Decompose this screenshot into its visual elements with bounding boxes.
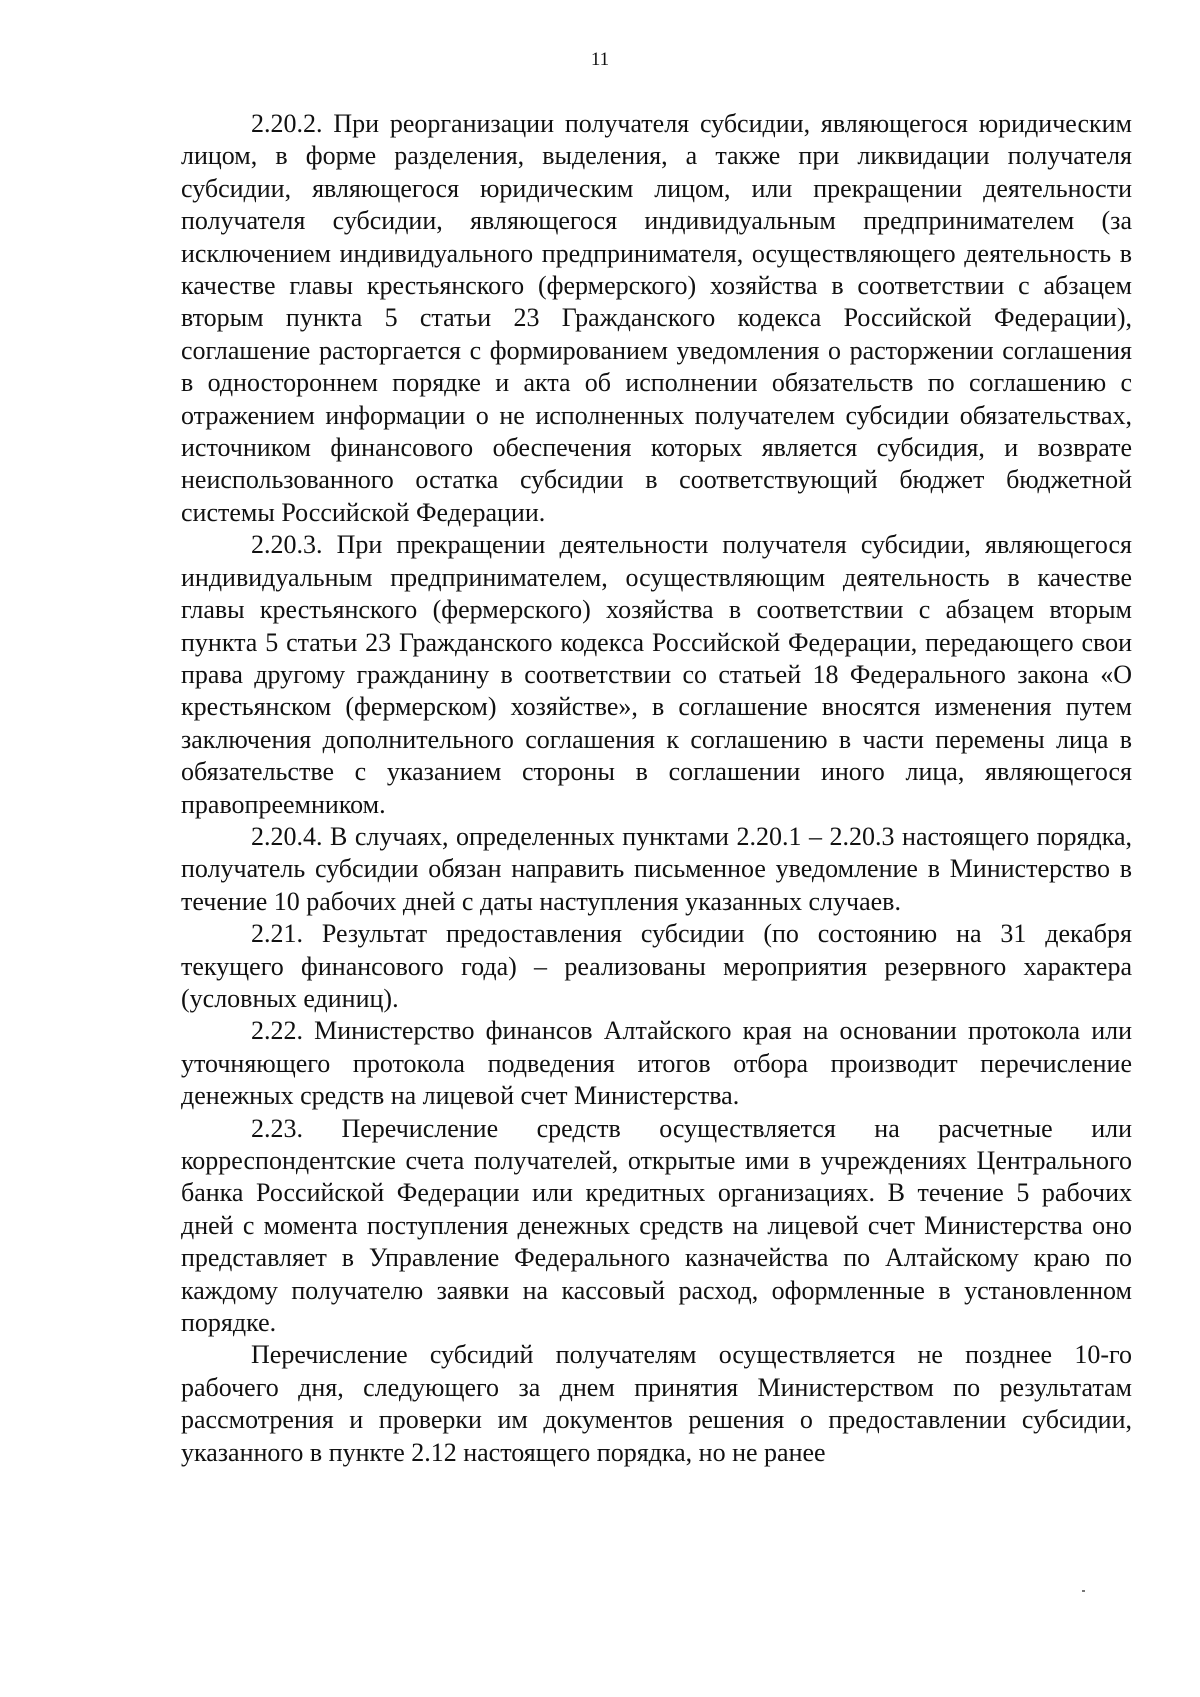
- paragraph-2-21: 2.21. Результат предоставления субсидии (по состоянию на 31 декабря текущего финансового года) – реализованы мероприятия резервного характера (условных единиц).: [181, 919, 1132, 1013]
- scan-artifact: [1082, 1590, 1085, 1592]
- paragraph-2-20-3: 2.20.3. При прекращении деятельности получателя субсидии, являющегося индивидуальным предпринимателем, осуществляющим деятельность в качестве главы крестьянского (фермерского) хозяйства в соответствии с абзацем вторым пункта 5 статьи 23 Гражданского кодекса Российской Федерации, передающего свои права другому гражданину в соответствии со статьей 18 Федерального закона «О крестьянском (фермерском) хозяйстве», в соглашение вносятся изменения путем заключения дополнительного соглашения к соглашению в части перемены лица в обязательстве с указанием стороны в соглашении иного лица, являющегося правопреемником.: [181, 530, 1132, 819]
- page-number: 11: [590, 49, 610, 70]
- paragraph-2-20-2: 2.20.2. При реорганизации получателя субсидии, являющегося юридическим лицом, в форме разделения, выделения, а также при ликвидации получателя субсидии, являющегося юридическим лицом, или прекращении деятельности получателя субсидии, являющегося индивидуальным предпринимателем (за исключением индивидуального предпринимателя, осуществляющего деятельность в качестве главы крестьянского (фермерского) хозяйства в соответствии с абзацем вторым пункта 5 статьи 23 Гражданского кодекса Российской Федерации), соглашение расторгается с формированием уведомления о расторжении соглашения в одностороннем порядке и акта об исполнении обязательств по соглашению с отражением информации о не исполненных получателем субсидии обязательствах, источником финансового обеспечения которых является субсидия, и возврате неиспользованного остатка субсидии в соответствующий бюджет бюджетной системы Российской Федерации.: [181, 109, 1132, 527]
- paragraph-2-22: 2.22. Министерство финансов Алтайского края на основании протокола или уточняющего протокола подведения итогов отбора производит перечисление денежных средств на лицевой счет Министерства.: [181, 1016, 1132, 1111]
- document-body: [181, 108, 1132, 1469]
- paragraph-subsidy-transfer: Перечисление субсидий получателям осуществляется не позднее 10-го рабочего дня, следующего за днем принятия Министерством по результатам рассмотрения и проверки им документов решения о предоставлении субсидии, указанного в пункте 2.12 настоящего порядка, но не ранее: [181, 1340, 1132, 1467]
- paragraph-2-23: 2.23. Перечисление средств осуществляется на расчетные или корреспондентские счета получателей, открытые ими в учреждениях Центрального банка Российской Федерации или кредитных организациях. В течение 5 рабочих дней с момента поступления денежных средств на лицевой счет Министерства оно представляет в Управление Федерального казначейства по Алтайскому краю по каждому получателю заявки на кассовый расход, оформленные в установленном порядке.: [181, 1113, 1132, 1338]
- paragraph-2-20-4: 2.20.4. В случаях, определенных пунктами 2.20.1 – 2.20.3 настоящего порядка, получатель субсидии обязан направить письменное уведомление в Министерство в течение 10 рабочих дней с даты наступления указанных случаев.: [181, 821, 1132, 916]
